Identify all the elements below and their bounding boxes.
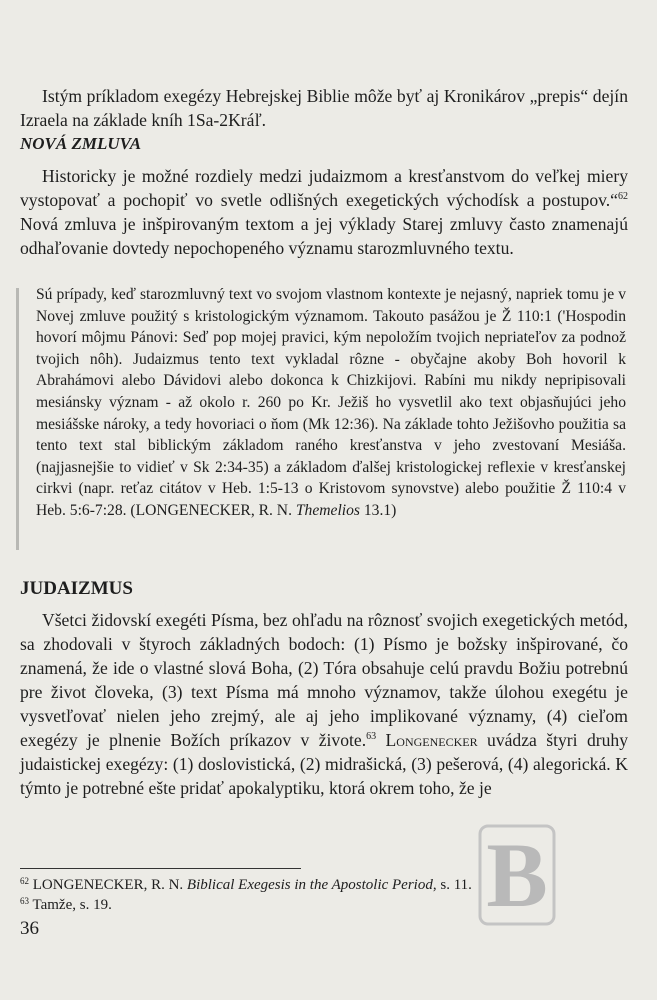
footnote-ref-63: 63 — [366, 731, 377, 742]
footnote-62 — [20, 875, 472, 895]
footnote-title: Biblical Exegesis in the Apostolic Period — [186, 877, 433, 893]
footnote-number: 63 — [20, 896, 29, 906]
footnote-text: LONGENECKER, R. N. — [29, 877, 187, 893]
section-heading-new-testament: NOVÁ ZMLUVA — [20, 134, 142, 153]
page-number: 36 — [20, 918, 39, 939]
new-testament-paragraph — [20, 164, 628, 260]
nt-text-before: Historicky je možné rozdiely medzi judaizmom a kresťanstvom do veľkej miery vystopovať a pochopiť vo svetle odlišných exegetických východísk a postupov.“ — [20, 166, 628, 210]
footnote-tail: , s. 11. — [432, 877, 472, 893]
footnote-63 — [20, 895, 112, 915]
author-name-smallcaps: Longenecker — [376, 730, 478, 750]
intro-paragraph — [20, 84, 628, 132]
b-monogram-watermark-icon — [462, 820, 572, 930]
nt-text-after: Nová zmluva je inšpirovaným textom a jej výklady Starej zmluvy často znamenajú odhaľovanie dovtedy nepochopeného významu starozmluvného textu. — [20, 214, 628, 258]
block-quote — [36, 284, 626, 522]
section-heading-judaism: JUDAIZMUS — [20, 578, 133, 599]
logo-letter: B — [486, 824, 548, 926]
quote-source-tail: 13.1) — [359, 501, 397, 519]
quote-bar — [16, 288, 19, 550]
judaism-text-before: Všetci židovskí exegéti Písma, bez ohľadu na rôznosť svojich exegetických metód, sa zhodovali v štyroch základných bodoch: (1) Písmo je božsky inšpirované, čo znamená, že ide o vlastné slová Boha, (2) Tóra obsahuje celú pravdu Božiu potrebnú pre život človeka, (3) text Písma má mnoho významov, takže úlohou exegétu je vysvetľovať nielen jeho zrejmý, ale aj jeho implikované významy, (4) cieľom exegézy je plnenie Božích príkazov v živote. — [20, 610, 628, 750]
judaism-paragraph — [20, 608, 628, 800]
quote-source-title: Themelios — [295, 501, 360, 519]
quote-text: Sú prípady, keď starozmluvný text vo svojom vlastnom kontexte je nejasný, napriek tomu je v Novej zmluve použitý s kristologickým významom. Takouto pasážou je Ž 110:1 ('Hospodin hovorí môjmu Pánovi: Seď pop mojej pravici, kým nepoložím tvojich nepriateľov za podnož tvojich nôh). Judaizmus tento text vykladal rôzne - obyčajne akoby Boh hovoril k Abrahámovi alebo Dávidovi alebo dokonca k Chizkijovi. Rabíni mu nikdy nepripisovali mesiánsky význam - až okolo r. 260 po Kr. Ježiš ho vysvetlil ako text objasňujúci jeho mesiášske nároky, a tedy hovoriaci o ňom (Mk 12:36). Na základe tohto Ježišovho použitia sa tento text stal biblickým základom raného kresťanstva v jeho zvestovaní Mesiáša. (najjasnejšie to vidieť v Sk 2:34-35) a základom ďalšej kristologickej reflexie v kresťanskej cirkvi (napr. reťaz citátov v Heb. 1:5-13 o Kristovom synovstve) alebo použitie Ž 110:4 v Heb. 5:6-7:28. (LONGENECKER, R. N. — [36, 286, 626, 519]
footnote-text: Tamže, s. 19. — [29, 897, 112, 913]
footnote-number: 62 — [20, 876, 29, 886]
judaism-text-after: uvádza štyri druhy judaistickej exegézy: (1) doslovistická, (2) midrašická, (3) pešerová, (4) alegorická. K týmto je potrebné ešte pridať apokalyptiku, ktorá okrem toho, že je — [20, 730, 628, 798]
footnote-ref-62: 62 — [618, 191, 628, 202]
intro-text: Istým príkladom exegézy Hebrejskej Biblie môže byť aj Kronikárov „prepis“ dejín Izraela na základe kníh 1Sa-2Kráľ. — [20, 86, 628, 130]
footnote-separator — [20, 868, 301, 869]
